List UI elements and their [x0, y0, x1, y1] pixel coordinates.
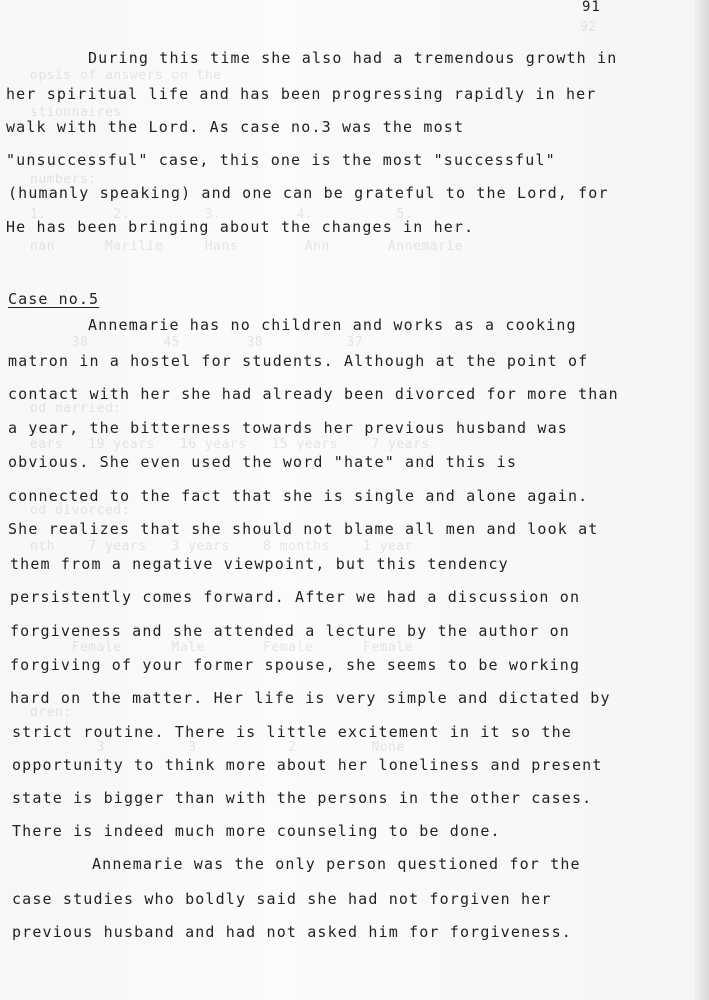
- page-edge-shadow: [695, 0, 709, 1000]
- show-through-text: 3 3 2 None: [30, 740, 405, 755]
- show-through-text: 38 45 38 37: [30, 335, 364, 350]
- text-line: During this time she also had a tremendous growth in: [88, 49, 618, 67]
- text-line: forgiveness and she attended a lecture by the author on: [10, 622, 570, 640]
- text-line: matron in a hostel for students. Although at the point of: [8, 352, 589, 370]
- text-line: case studies who boldly said she had not forgiven her: [12, 890, 552, 908]
- text-line: walk with the Lord. As case no.3 was the most: [6, 118, 465, 136]
- page-number: 91: [582, 0, 601, 15]
- show-through-text: opsis of answers on the: [30, 68, 222, 83]
- text-line: obvious. She even used the word "hate" and this is: [8, 453, 518, 471]
- show-through-text: numbers:: [30, 172, 97, 187]
- text-line: them from a negative viewpoint, but this tendency: [10, 555, 509, 573]
- text-line: strict routine. There is little excitement in it so the: [12, 723, 572, 741]
- text-line: She realizes that she should not blame all men and look at: [8, 520, 599, 538]
- show-through-text: ears 19 years 16 years 15 years 7 years: [30, 437, 430, 452]
- text-line: state is bigger than with the persons in the other cases.: [12, 789, 593, 807]
- text-line: opportunity to think more about her loneliness and present: [12, 756, 603, 774]
- show-through-text: stionnaires: [30, 105, 122, 120]
- text-line: connected to the fact that she is single and alone again.: [8, 487, 589, 505]
- text-line: "unsuccessful" case, this one is the most "successful": [6, 151, 556, 169]
- text-line: Annemarie has no children and works as a cooking: [88, 316, 577, 334]
- show-through-text: dren:: [30, 705, 72, 720]
- show-through-text: nan Marilie Hans Ann Annemarie: [30, 239, 463, 254]
- text-line: He has been bringing about the changes in her.: [6, 218, 475, 236]
- text-line: contact with her she had already been divorced for more than: [8, 385, 619, 403]
- text-line: forgiving of your former spouse, she seems to be working: [10, 656, 581, 674]
- show-through-text: od divorced:: [30, 503, 130, 518]
- show-through-text: Female Male Female Female: [30, 640, 414, 655]
- case-heading: Case no.5: [8, 290, 100, 308]
- text-line: There is indeed much more counseling to be done.: [12, 822, 501, 840]
- text-line: (humanly speaking) and one can be grateful to the Lord, for: [8, 184, 609, 202]
- text-line: previous husband and had not asked him for forgiveness.: [12, 923, 572, 941]
- text-line: Annemarie was the only person questioned for the: [92, 855, 581, 873]
- show-through-text: nth 7 years 3 years 8 months 1 year: [30, 539, 414, 554]
- show-through-text: 1. 2. 3. 4. 5.: [30, 207, 414, 222]
- show-through-text: od married:: [30, 401, 122, 416]
- text-line: persistently comes forward. After we had a discussion on: [10, 588, 581, 606]
- text-line: her spiritual life and has been progressing rapidly in her: [6, 85, 597, 103]
- text-line: hard on the matter. Her life is very simple and dictated by: [10, 689, 611, 707]
- show-through-text: 92: [580, 20, 597, 35]
- text-line: a year, the bitterness towards her previous husband was: [8, 419, 568, 437]
